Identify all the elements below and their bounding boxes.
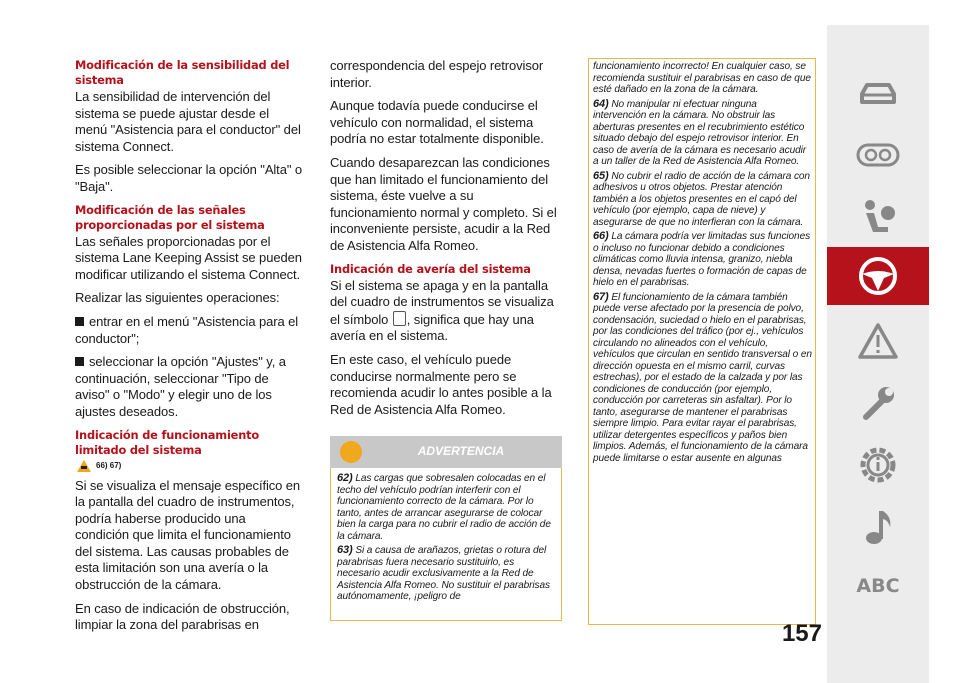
column-1 <box>75 58 303 641</box>
warning-note: 65) No cubrir el radio de acción de la cámara con adhesivos u otros objetos. Prestar atención también a los objetos presentes en el capó del vehículo (por ejemplo, capa de nieve) y asegurarse de que no interfieran con la cámara. <box>593 169 810 228</box>
paragraph: Si el sistema se apaga y en la pantalla del cuadro de instrumentos se visualiza el símbolo , significa que hay una avería en el sistema. <box>330 277 554 344</box>
warning-note: funcionamiento incorrecto! En cualquier caso, se recomienda sustituir el parabrisas en caso de que esté dañado en la zona de la cámara. <box>593 61 811 95</box>
lane-keeping-fault-icon <box>393 311 406 326</box>
warning-title: ADVERTENCIA <box>417 444 505 459</box>
sidebar-item-safety[interactable] <box>827 191 929 243</box>
page-number: 157 <box>781 620 822 647</box>
abc-icon: ABC <box>856 575 900 597</box>
warning-note: 64) No manipular ni efectuar ninguna intervención en la cámara. No obstruir las aberturas presentes en el recubrimiento estético situado debajo del espejo retrovisor interior. En caso de avería de la cámara es necesario acudir a un taller de la Red de Asistencia Alfa Romeo. <box>593 97 806 167</box>
car-icon <box>856 80 900 106</box>
sidebar-item-index[interactable] <box>827 560 929 612</box>
warning-note: 67) El funcionamiento de la cámara también puede verse afectado por la presencia de polvo, condensación, suciedad o hielo en el parabrisas, por las condiciones del tráfico (por ej., vehículos circulando no alineados con el vehículo, vehículos que circulan en sentido transversal o en dirección opuesta en el mismo carril, curvas estrechas), por el estado de la calzada y por las condiciones de conducción (por ejemplo, conducción por carreteras sin asfaltar). Por lo tanto, asegurarse de mantener el parabrisas siempre limpio. Para evitar rayar el parabrisas, utilizar detergentes específicos y paños bien limpios. Además, el funcionamiento de la cámara puede limitarse o estar ausente en algunas <box>593 290 812 464</box>
bullet-item: seleccionar la opción "Ajustes" y, a continuación, seleccionar "Tipo de aviso" o "Modo" y elegir uno de los ajustes deseados. <box>75 354 303 420</box>
sidebar-item-multimedia[interactable] <box>827 501 929 553</box>
reference-numbers: 66) 67) <box>96 461 122 470</box>
music-note-icon <box>860 507 896 547</box>
heading-system-fault: Indicación de avería del sistema <box>330 261 531 276</box>
sidebar-item-maintenance[interactable] <box>827 377 929 429</box>
heading-sensitivity: Modificación de la sensibilidad del sistema <box>75 58 290 87</box>
airbag-icon <box>858 197 898 237</box>
column-2 <box>330 58 562 621</box>
warning-car-icon <box>77 460 91 472</box>
sidebar-item-emergency[interactable] <box>827 315 929 367</box>
heading-signals: Modificación de las señales proporcionadas por el sistema <box>75 202 265 232</box>
warning-note: 62) Las cargas que sobresalen colocadas en el techo del vehículo podrían interferir con el funcionamiento correcto de la cámara. Por lo tanto, antes de arrancar asegurarse de colocar bien la carga para no cubrir el radio de acción de la cámara. <box>337 472 551 542</box>
paragraph: correspondencia del espejo retrovisor interior. <box>330 58 544 90</box>
sidebar-item-instruments[interactable] <box>827 129 929 181</box>
warning-continuation-box <box>588 58 816 625</box>
warning-note: 63) Si a causa de arañazos, grietas o rotura del parabrisas fuera necesario sustituirlo, es necesario acudir exclusivamente a la Red de Asistencia Alfa Romeo. No sustituir el parabrisas autónomamente, ¡peligro de <box>337 544 550 603</box>
sidebar-item-driving[interactable] <box>827 247 929 305</box>
chapter-sidebar <box>827 25 929 683</box>
paragraph: Aunque todavía puede conducirse el vehículo con normalidad, el sistema podría no estar totalmente disponible. <box>330 98 544 147</box>
settings-icon <box>857 444 899 486</box>
bullet-item: entrar en el menú "Asistencia para el conductor"; <box>75 314 303 347</box>
paragraph: En este caso, el vehículo puede conducirse normalmente pero se recomienda acudir lo antes posible a la Red de Asistencia Alfa Romeo. <box>330 351 552 417</box>
paragraph: Si se visualiza el mensaje específico en la pantalla del cuadro de instrumentos, podría haberse producido una condición que limita el funcionamiento del sistema. Las causas probables de esta limitación son una avería o la obstrucción de la cámara. <box>75 477 301 593</box>
gauges-icon <box>856 142 900 168</box>
sidebar-item-technical[interactable] <box>827 439 929 491</box>
paragraph: Realizar las siguientes operaciones: <box>75 290 280 306</box>
warning-triangle-icon <box>857 322 899 360</box>
warning-box <box>330 436 562 621</box>
heading-limited-operation: Indicación de funcionamiento limitado del sistema <box>75 427 259 457</box>
warning-note: 66) La cámara podría ver limitadas sus funciones o incluso no funcionar debido a condiciones climáticas como lluvia intensa, granizo, niebla densa, nevadas fuertes o formación de capas de hielo en el parabrisas. <box>593 230 811 288</box>
warning-reference <box>77 460 303 472</box>
warning-header <box>330 436 562 468</box>
paragraph: La sensibilidad de intervención del sistema se puede ajustar desde el menú "Asistencia para el conductor" del sistema Connect. <box>75 89 301 154</box>
paragraph: Cuando desaparezcan las condiciones que han limitado el funcionamiento del sistema, éste vuelve a su funcionamiento normal y completo. Si el inconveniente persiste, acudir a la Red de Asistencia Alfa Romeo. <box>330 154 557 253</box>
warning-body <box>330 468 562 621</box>
wrench-icon <box>858 383 898 423</box>
paragraph: Es posible seleccionar la opción "Alta" o "Baja". <box>75 162 302 194</box>
steering-wheel-icon <box>857 255 899 297</box>
paragraph: Las señales proporcionadas por el sistema Lane Keeping Assist se pueden modificar utilizando el sistema Connect. <box>75 233 302 282</box>
paragraph: En caso de indicación de obstrucción, limpiar la zona del parabrisas en <box>75 600 290 633</box>
sidebar-item-car[interactable] <box>827 67 929 119</box>
